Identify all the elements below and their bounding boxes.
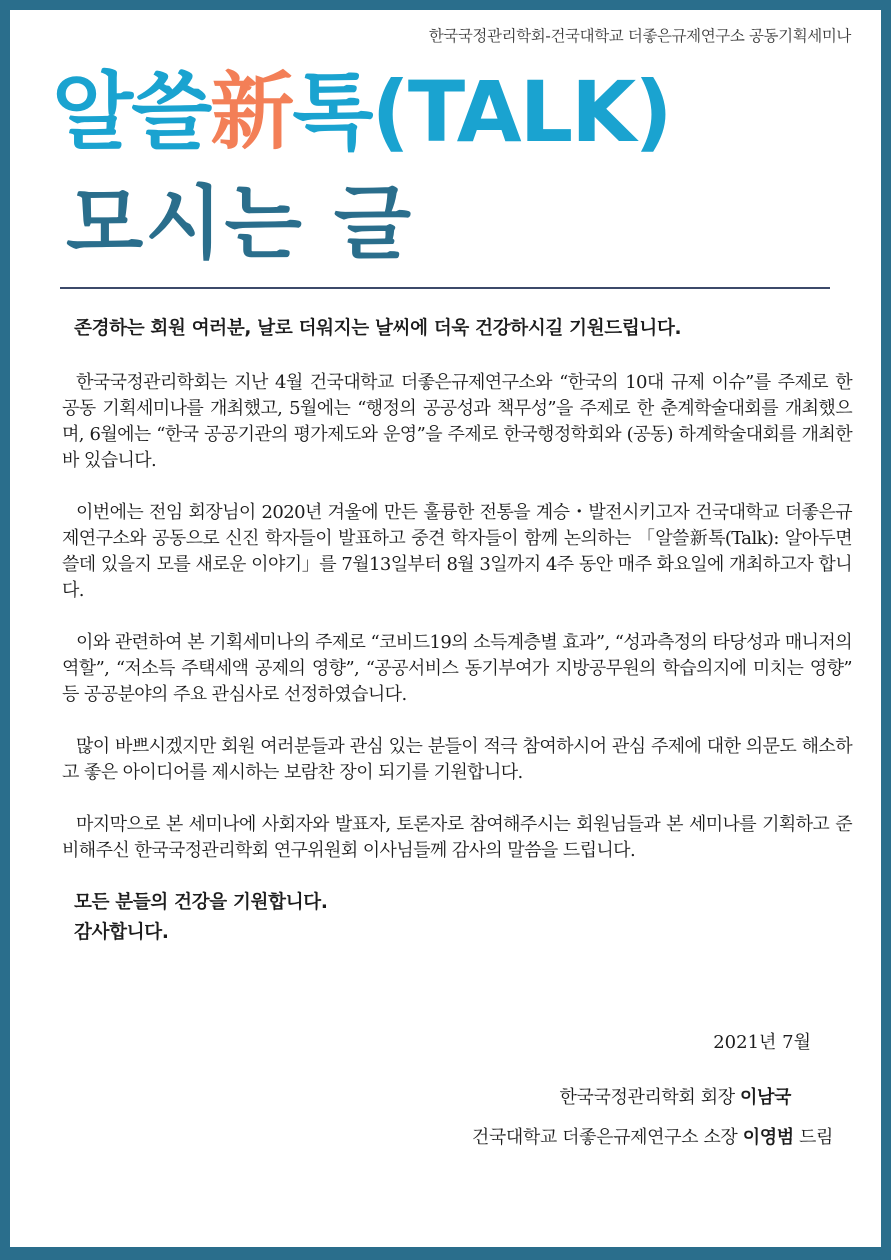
- signature-president: [560, 1083, 792, 1109]
- letter-body: [62, 310, 852, 946]
- letter-page: [10, 10, 881, 1247]
- letter-date: 2021년 7월: [713, 1032, 811, 1053]
- title-part-2: 新: [210, 63, 293, 161]
- paragraph: 이번에는 전임 회장님이 2020년 겨울에 만든 훌륭한 전통을 계승・발전시키고자 건국대학교 더좋은규제연구소와 공동으로 신진 학자들이 발표하고 중견 학자들이 함께 논의하는 「알쓸新톡(Talk): 알아두면 쓸데 있을지 모를 새로운 이야기」를 7월13일부터 8월 3일까지 4주 동안 매주 화요일에 개최하고자 합니다.: [62, 502, 852, 601]
- closing-thanks: 감사합니다.: [74, 922, 169, 943]
- signer-1-name: 이남국: [740, 1087, 791, 1108]
- title-part-3: 톡(TALK): [292, 63, 671, 161]
- paragraph: 이와 관련하여 본 기획세미나의 주제로 “코비드19의 소득계층별 효과”, “성과측정의 타당성과 매니저의 역할”, “저소득 주택세액 공제의 영향”, “공공서비스 동기부여가 지방공무원의 학습의지에 미치는 영향” 등 공공분야의 주요 관심사로 선정하였습니다.: [62, 632, 852, 705]
- signer-1-title: 한국국정관리학회 회장: [559, 1087, 735, 1108]
- closing-wish: 모든 분들의 건강을 기원합니다.: [74, 892, 328, 913]
- seminar-caption: 한국국정관리학회-건국대학교 더좋은규제연구소 공동기획세미나: [428, 27, 851, 45]
- paragraph: 마지막으로 본 세미나에 사회자와 발표자, 토론자로 참여해주시는 회원님들과 본 세미나를 기획하고 준비해주신 한국국정관리학회 연구위원회 이사님들께 감사의 말씀을 드립니다.: [62, 814, 852, 861]
- signer-2-suffix: 드림: [799, 1127, 833, 1148]
- signature-director: [472, 1123, 833, 1149]
- paragraph: 많이 바쁘시겠지만 회원 여러분들과 관심 있는 분들이 적극 참여하시어 관심 주제에 대한 의문도 해소하고 좋은 아이디어를 제시하는 보람찬 장이 되기를 기원합니다.: [62, 736, 852, 783]
- greeting: 존경하는 회원 여러분, 날로 더워지는 날씨에 더욱 건강하시길 기원드립니다.: [74, 318, 682, 339]
- event-title: [52, 62, 671, 162]
- title-part-1: 알쓸: [52, 63, 211, 161]
- signer-2-name: 이영범: [742, 1127, 794, 1148]
- title-divider: [60, 287, 830, 289]
- paragraph: 한국국정관리학회는 지난 4월 건국대학교 더좋은규제연구소와 “한국의 10대 규제 이슈”를 주제로 한 공동 기획세미나를 개최했고, 5월에는 “행정의 공공성과 책무성”을 주제로 한 춘계학술대회를 개최했으며, 6월에는 “한국 공공기관의 평가제도와 운영”을 주제로 한국행정학회와 (공동) 하계학술대회를 개최한 바 있습니다.: [62, 372, 852, 471]
- signer-2-title: 건국대학교 더좋은규제연구소 소장: [471, 1127, 738, 1148]
- invitation-title: 모시는 글: [66, 177, 413, 270]
